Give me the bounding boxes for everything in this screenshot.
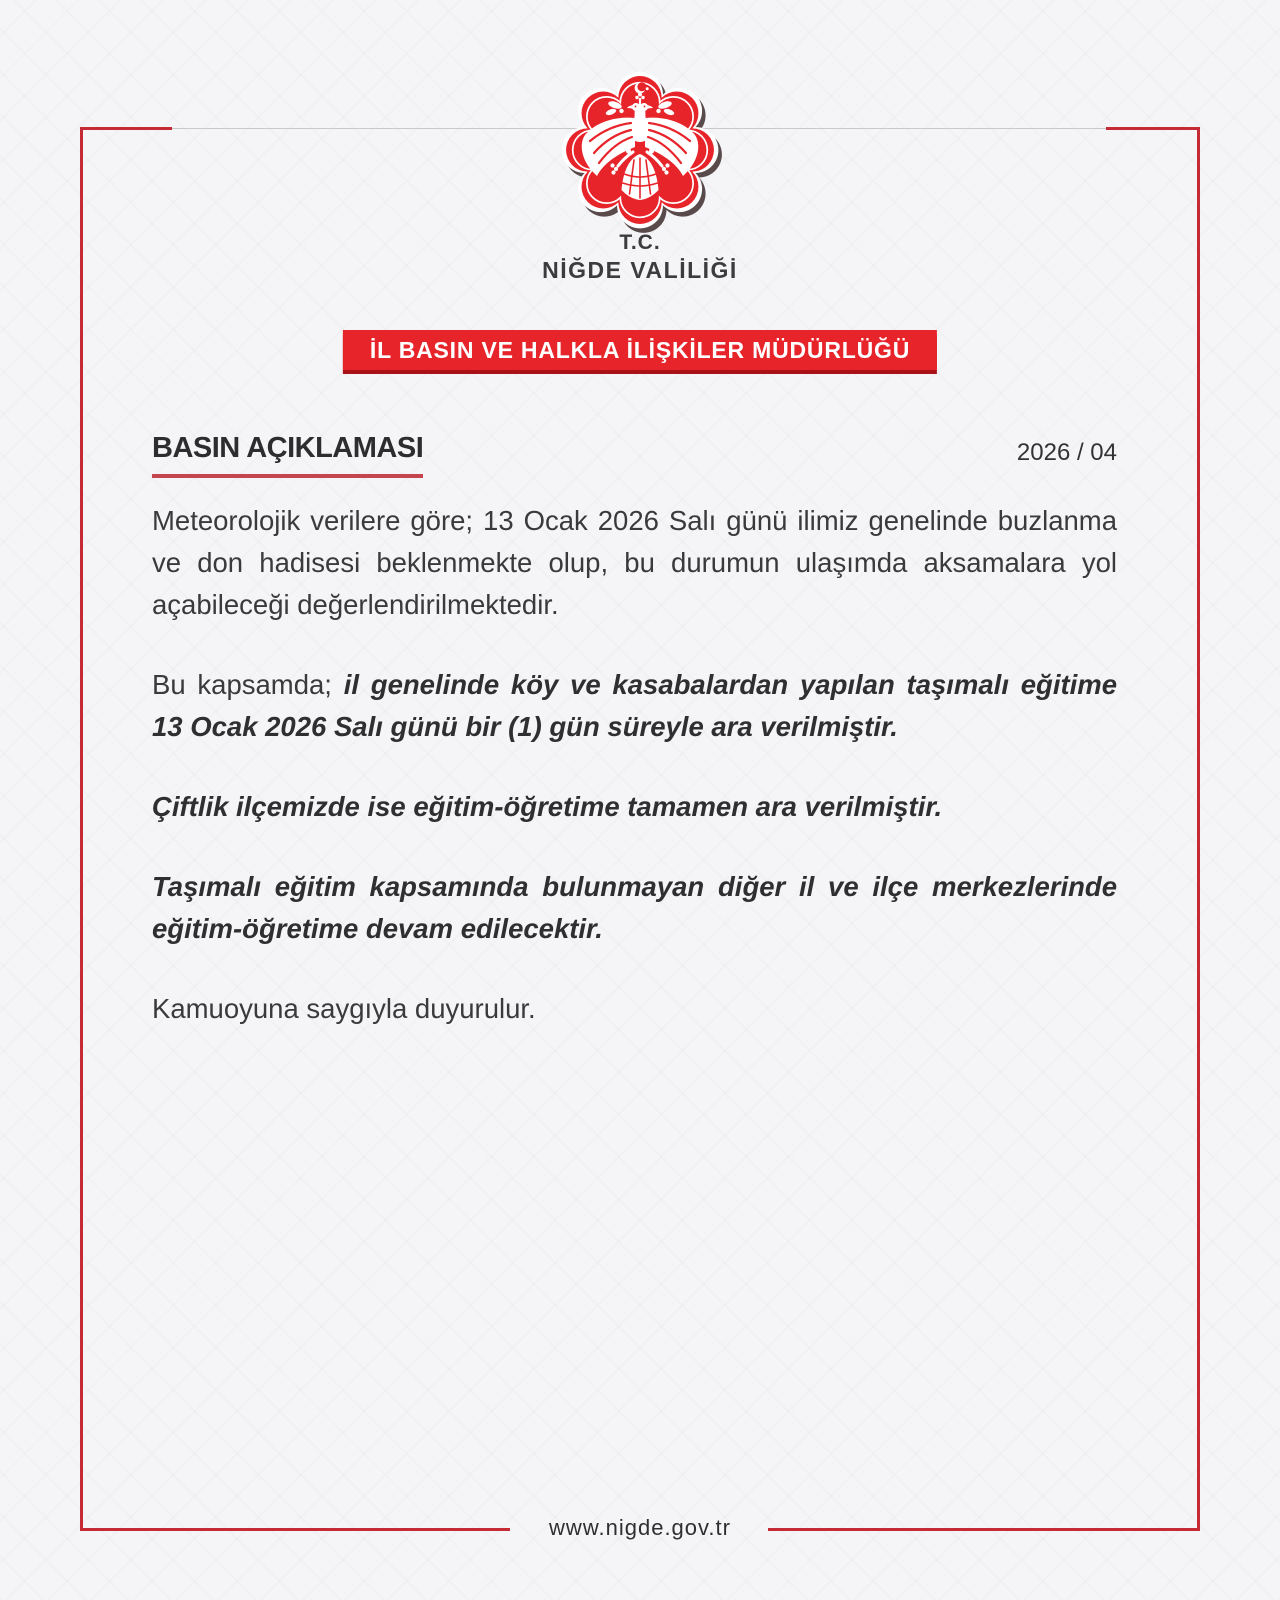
paragraph-weather-warning: Meteorolojik verilere göre; 13 Ocak 2026 Salı günü ilimiz genelinde buzlanma ve don hadisesi beklenmekte olup, bu durumun ulaşımda aksamalara yol açabileceği değerlendirilmektedir.: [152, 505, 1117, 620]
department-banner: İL BASIN VE HALKLA İLİŞKİLER MÜDÜRLÜĞÜ: [343, 330, 937, 370]
org-name: NİĞDE VALİLİĞİ: [542, 257, 738, 283]
frame-top-left-corner: [80, 127, 172, 130]
frame-right-line: [1197, 127, 1200, 1531]
paragraph-ciftlik-district: Çiftlik ilçemizde ise eğitim-öğretime tamamen ara verilmiştir.: [152, 791, 943, 822]
frame-top-right-corner: [1106, 127, 1200, 130]
document-head: [152, 433, 1117, 478]
document-number: 2026 / 04: [1016, 439, 1117, 466]
nigde-valiligi-seal-icon: [555, 65, 725, 243]
paragraph-emphasis: il genelinde köy ve kasabalardan yapılan taşımalı eğitime 13 Ocak 2026 Salı günü bir (1) gün süreyle ara verilmiştir.: [152, 669, 1118, 742]
document-body: [152, 500, 1117, 1068]
document-title: BASIN AÇIKLAMASI: [152, 433, 423, 478]
org-abbreviation: T.C.: [619, 231, 661, 254]
website-label: www.nigde.gov.tr: [549, 1515, 731, 1540]
paragraph-transported-education: [152, 664, 1117, 748]
frame-left-line: [80, 127, 83, 1531]
paragraph-closing: Kamuoyuna saygıyla duyurulur.: [152, 993, 536, 1024]
paragraph-lead: Bu kapsamda;: [152, 669, 344, 700]
paragraph-other-districts: Taşımalı eğitim kapsamında bulunmayan diğer il ve ilçe merkezlerinde eğitim-öğretime devam edilecektir.: [152, 871, 1117, 944]
